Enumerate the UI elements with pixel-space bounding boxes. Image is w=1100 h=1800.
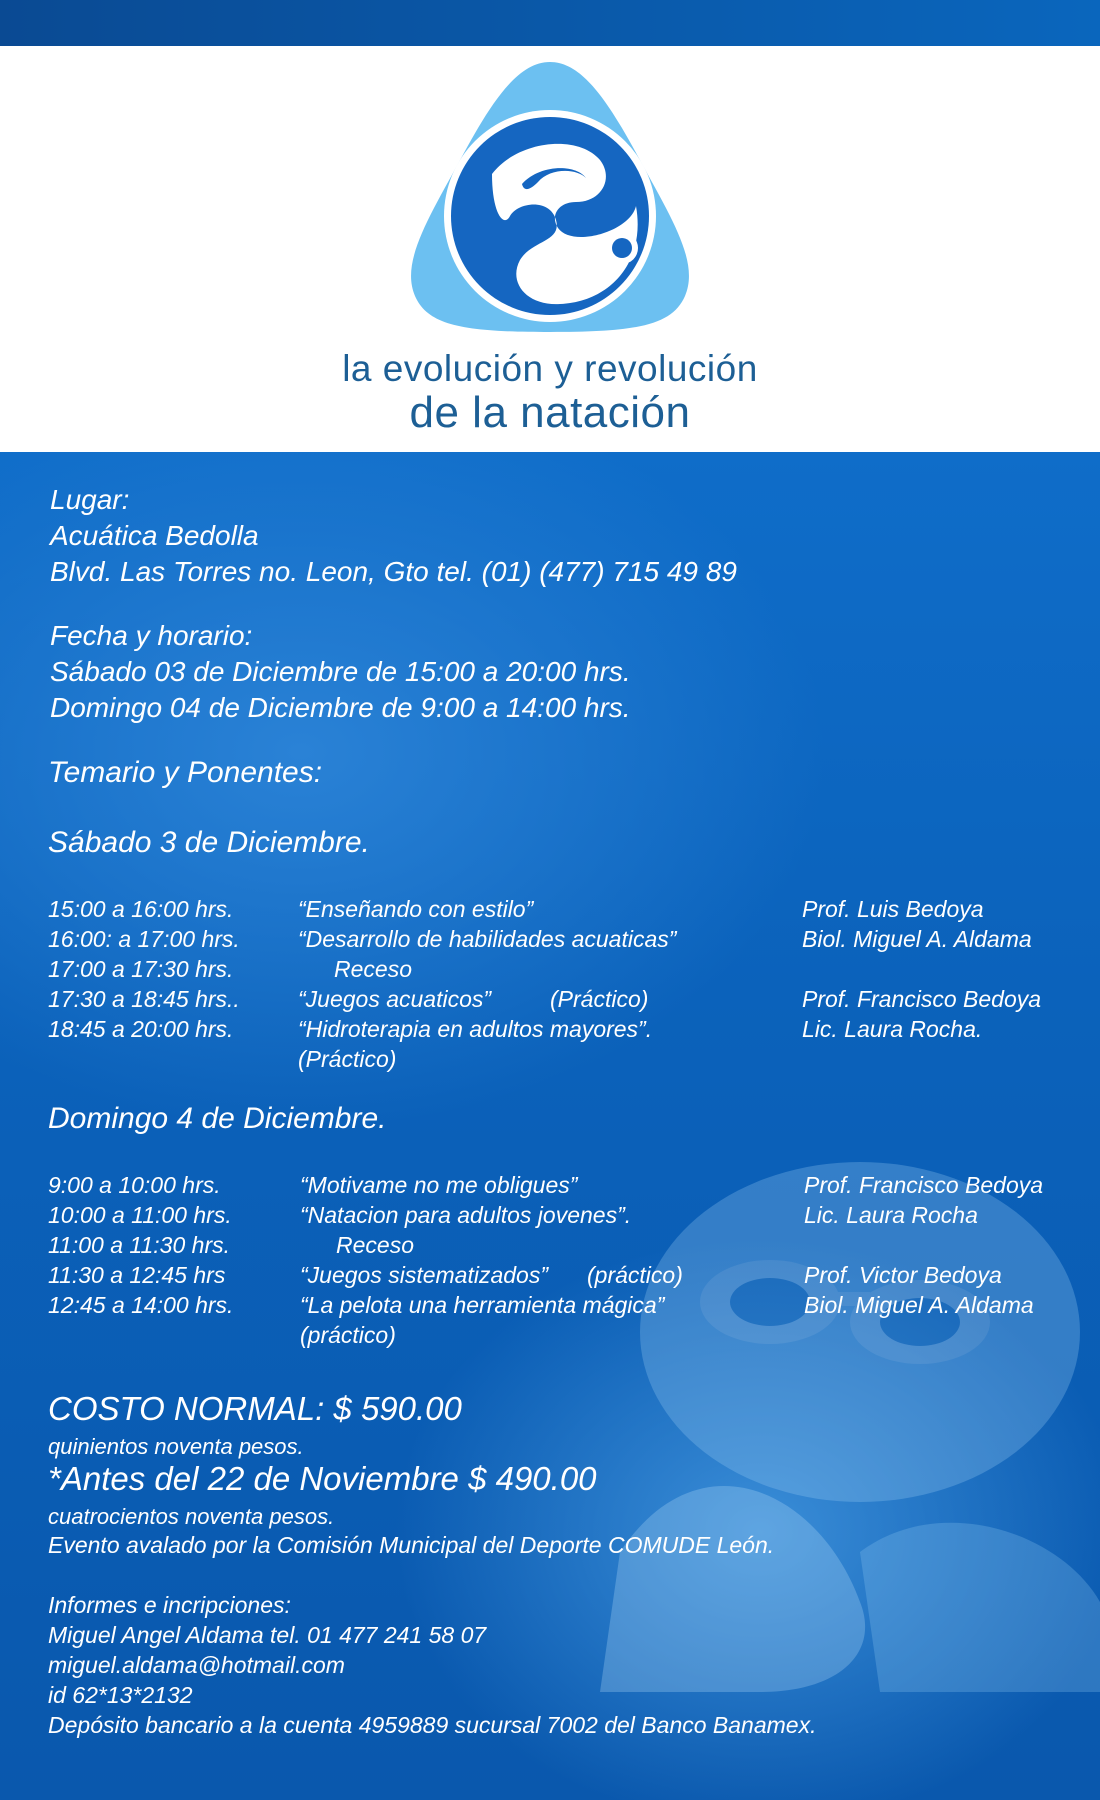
schedule-time: 11:30 a 12:45 hrs	[48, 1262, 226, 1288]
schedule-topic: “Enseñando con estilo”	[298, 896, 534, 922]
fecha-line-2: Domingo 04 de Diciembre de 9:00 a 14:00 hrs.	[50, 692, 631, 723]
venue-name: Acuática Bedolla	[50, 520, 259, 551]
schedule-time: 9:00 a 10:00 hrs.	[48, 1172, 221, 1198]
schedule-time: 18:45 a 20:00 hrs.	[48, 1016, 234, 1042]
schedule-time: 10:00 a 11:00 hrs.	[48, 1202, 232, 1228]
fecha-heading: Fecha y horario:	[50, 620, 253, 651]
schedule-topic: “La pelota una herramienta mágica”	[300, 1292, 665, 1318]
schedule-time: 16:00: a 17:00 hrs.	[48, 926, 240, 952]
info-panel	[0, 452, 1100, 1800]
schedule-speaker: Biol. Miguel A. Aldama	[802, 926, 1032, 952]
endorsement: Evento avalado por la Comisión Municipal del Deporte COMUDE León.	[48, 1532, 775, 1558]
info-heading: Informes e incripciones:	[48, 1592, 291, 1618]
schedule-time: 15:00 a 16:00 hrs.	[48, 896, 234, 922]
schedule-speaker: Prof. Francisco Bedoya	[804, 1172, 1044, 1198]
schedule-time: 17:30 a 18:45 hrs..	[48, 986, 240, 1012]
cost-early-words: cuatrocientos noventa pesos.	[48, 1504, 335, 1529]
schedule-topic: “Juegos acuaticos”	[298, 986, 492, 1012]
schedule-topic: Receso	[336, 1232, 414, 1258]
temario-heading: Temario y Ponentes:	[48, 756, 323, 789]
tagline-line-1: la evolución y revolución	[342, 348, 758, 389]
schedule-note: (práctico)	[587, 1262, 683, 1288]
schedule-time: 12:45 a 14:00 hrs.	[48, 1292, 234, 1318]
top-bar	[0, 0, 1100, 46]
contact-id: id 62*13*2132	[48, 1682, 193, 1708]
schedule-speaker: Biol. Miguel A. Aldama	[804, 1292, 1034, 1318]
schedule-topic: “Desarrollo de habilidades acuaticas”	[298, 926, 677, 952]
schedule-note: (práctico)	[300, 1322, 396, 1348]
schedule-speaker: Prof. Luis Bedoya	[802, 896, 984, 922]
schedule-topic: “Juegos sistematizados”	[300, 1262, 548, 1288]
cost-early: *Antes del 22 de Noviembre $ 490.00	[48, 1460, 597, 1497]
schedule-note: (Práctico)	[550, 986, 649, 1012]
cost-normal-words: quinientos noventa pesos.	[48, 1434, 304, 1459]
venue-address: Blvd. Las Torres no. Leon, Gto tel. (01) (477) 715 49 89	[50, 556, 737, 587]
schedule-topic: Receso	[334, 956, 412, 982]
schedule-speaker: Prof. Victor Bedoya	[804, 1262, 1002, 1288]
schedule-time: 17:00 a 17:30 hrs.	[48, 956, 234, 982]
sunday-heading: Domingo 4 de Diciembre.	[48, 1102, 387, 1135]
lugar-heading: Lugar:	[50, 484, 130, 515]
schedule-topic: “Hidroterapia en adultos mayores”.	[298, 1016, 653, 1042]
bank-deposit: Depósito bancario a la cuenta 4959889 sucursal 7002 del Banco Banamex.	[48, 1712, 817, 1738]
schedule-speaker: Prof. Francisco Bedoya	[802, 986, 1042, 1012]
schedule-topic: “Motivame no me obligues”	[300, 1172, 578, 1198]
swim-logo-icon	[400, 56, 700, 336]
saturday-heading: Sábado 3 de Diciembre.	[48, 826, 370, 859]
cost-normal: COSTO NORMAL: $ 590.00	[48, 1390, 462, 1427]
contact-phone: Miguel Angel Aldama tel. 01 477 241 58 07	[48, 1622, 487, 1648]
schedule-time: 11:00 a 11:30 hrs.	[48, 1232, 231, 1258]
schedule-topic: “Natacion para adultos jovenes”.	[300, 1202, 632, 1228]
fecha-line-1: Sábado 03 de Diciembre de 15:00 a 20:00 hrs.	[50, 656, 631, 687]
tagline-line-2: de la natación	[409, 388, 691, 437]
contact-email: miguel.aldama@hotmail.com	[48, 1652, 345, 1678]
schedule-note: (Práctico)	[298, 1046, 397, 1072]
schedule-speaker: Lic. Laura Rocha.	[802, 1016, 983, 1042]
schedule-speaker: Lic. Laura Rocha	[804, 1202, 978, 1228]
